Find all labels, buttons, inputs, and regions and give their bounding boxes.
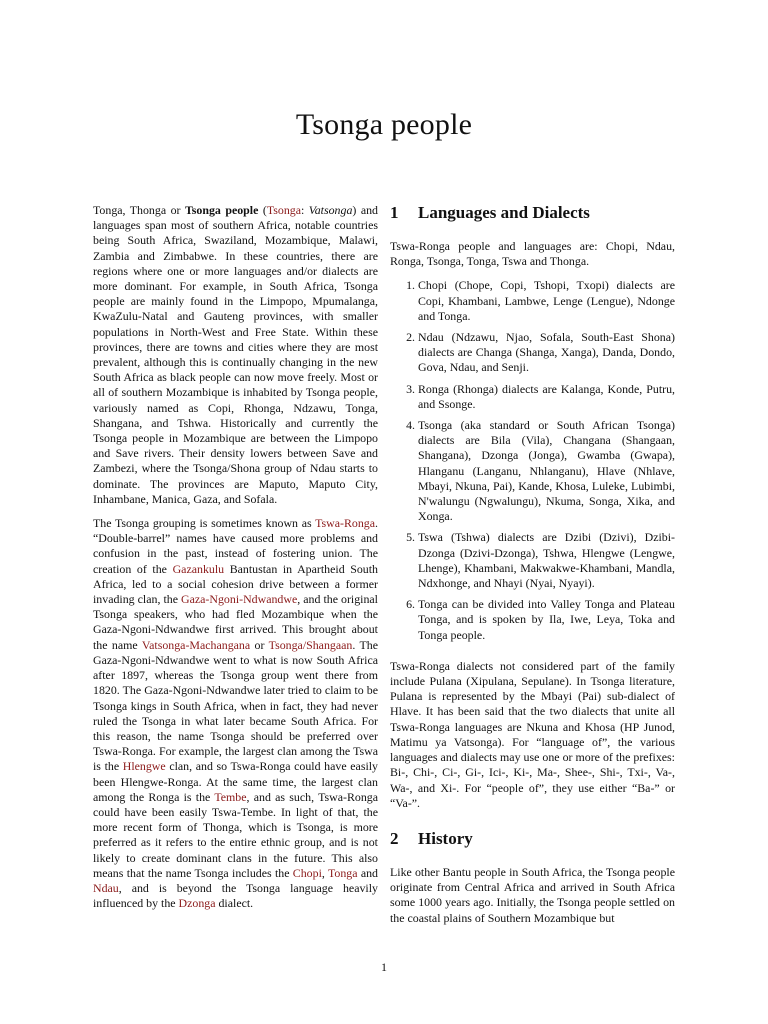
link-tonga[interactable]: Tonga: [327, 865, 358, 880]
text: , and as such, Tswa-Ronga could have been easily Tswa-Tembe. In light of that, the more recent form of Thonga, which is Tsonga, is more preferred as it refers to the entire ethnic group, and is not likely to create dominant clans in the future. This also means that the name Tsonga includes the: [93, 789, 378, 880]
intro-paragraph: [93, 203, 378, 507]
list-item: 5. Tswa (Tshwa) dialects are Dzibi (Dzivi), Dzibi-Dzonga (Dzivi-Dzonga), Tshwa, Hlengwe (Lengwe, Lhenge), Khambani, Makwakwe-Khambani, Mandla, Ndxhonge, and Nhayi (Nyai, Nyayi).: [418, 530, 675, 591]
text: . The Gaza-Ngoni-Ndwandwe went to what is now South Africa after 1897, whereas the Tsonga group went there from 1820. The Gaza-Ngoni-Ndwandwe later tried to claim to be Tsonga kings in South Africa, when in fact, they had never ruled the Tsonga in what later became South Africa. For this reason, the name Tsonga should be preferred over Tswa-Ronga. For example, the largest clan among the Tswa is the: [93, 637, 378, 774]
text: , and is beyond the Tsonga language heavily influenced by the: [93, 880, 378, 911]
history-paragraph: Like other Bantu people in South Africa, the Tsonga people originate from Central Africa and arrived in South Africa some 1000 years ago. Initially, the Tsonga people settled on the coastal plains of Southern Mozambique but: [390, 864, 675, 925]
link-dzonga[interactable]: Dzonga: [178, 896, 216, 911]
link-chopi[interactable]: Chopi: [292, 865, 322, 880]
languages-intro: Tswa-Ronga people and languages are: Chopi, Ndau, Ronga, Tsonga, Tonga, Tswa and Thonga.: [390, 239, 675, 269]
link-ndau[interactable]: Ndau: [93, 880, 119, 895]
page-title: Tsonga people: [295, 108, 473, 141]
text: and: [357, 865, 378, 880]
list-item: 6. Tonga can be divided into Valley Tonga and Plateau Tonga, and is spoken by Ila, Iwe, Leya, Toka and Tonga people.: [418, 597, 675, 643]
right-column: [390, 203, 675, 935]
list-item: 1. Chopi (Chope, Copi, Tshopi, Txopi) dialects are Copi, Khambani, Lambwe, Lenge (Lengue), Ndonge and Tonga.: [418, 278, 675, 324]
text: Bantustan in Apartheid South Africa, led to a social cohesion drive between a former invading clan, the: [93, 561, 379, 607]
link-tswa-ronga[interactable]: Tswa-Ronga: [315, 516, 376, 531]
link-hlengwe[interactable]: Hlengwe: [122, 759, 166, 774]
section-heading-languages: [390, 203, 675, 223]
link-vatsonga-machangana[interactable]: Vatsonga-Machangana: [141, 637, 251, 652]
section-number: 1: [390, 203, 399, 222]
list-item: 2. Ndau (Ndzawu, Njao, Sofala, South-East Shona) dialects are Changa (Shanga, Xanga), Danda, Dondo, Gova, Ndau, and Senji.: [418, 330, 675, 376]
list-item: 3. Ronga (Rhonga) dialects are Kalanga, Konde, Putru, and Ssonge.: [418, 382, 675, 412]
page-number: 1: [381, 960, 387, 974]
text: , and the original Tsonga speakers, who had fled Mozambique when the Gaza-Ngoni-Ndwandwe first arrived. This brought about the name: [93, 592, 378, 652]
link-gazankulu[interactable]: Gazankulu: [172, 561, 225, 576]
text: or: [250, 637, 269, 652]
section-title: History: [418, 828, 473, 848]
text: and languages span most of southern Africa, notable countries being South Africa, Swaziland, Mozambique, Malawi, Zambia and Zimbabwe. In these countries, there are regions where one or more languages and/or dialects are more dominant. For example, in South Africa, Tsonga people are mainly found in the Limpopo, Mpumalanga, KwaZulu-Natal and Gauteng provinces, with smaller populations in North-West and Free State. Within these provinces, there are towns and cities where they are most prevalent, although this is continually changing in the new South Africa as black people can now move freely. Most or all of southern Mozambique is inhabited by Tsonga people, variously named as Copi, Rhonga, Ndzawu, Tonga, Shangana, and Tshwa. Historically and currently the Tsonga people in Mozambique are between the Limpopo and Save rivers. Their density lowers between Save and Zambezi, where the Tsonga/Shona group of Ndau starts to dominate. The provinces are Maputo, Maputo City, Inhambane, Manica, Gaza, and Sofala.: [93, 203, 378, 506]
text: clan, and so Tswa-Ronga could have easily been Hlengwe-Ronga. At the same time, the largest clan among the Ronga is the: [93, 759, 379, 804]
list-item: 4. Tsonga (aka standard or South African Tsonga) dialects are Bila (Vila), Changana (Shangaan, Shangana), Dzonga (Jonga), Gwamba (Gwapa), Hlanganu (Langanu, Nhlanganu), Hlave (Nhlave, Mbayi, Nkuna, Pai), Kande, Khosa, Luleke, Lubimbi, N'walungu (Ngwalungu), Nkuma, Songa, Xika, and Xonga.: [418, 418, 675, 524]
text: ,: [321, 865, 328, 880]
dialects-paragraph: Tswa-Ronga dialects not considered part of the family include Pulana (Xipulana, Sepulane). In Tsonga literature, Pulana is represented by the Mbayi (Pai) sub-dialect of Hlave. It has been said that the two dialects that unite all Tswa-Ronga languages are Nkuna and Khosa (HP Junod, Matimu ya Vatsonga). For “language of”, the various languages and dialects may use one or more of the prefixes: Bi-, Chi-, Ci-, Gi-, Ici-, Ki-, Ma-, Shee-, Shi-, Txi-, Va-, Wa-, and Xi-. For “people of”, they use either “Ba-” or “Va-”.: [390, 658, 675, 810]
italic-term: Vatsonga: [308, 203, 353, 217]
text: :: [301, 203, 309, 217]
text: Tonga, Thonga or: [93, 203, 185, 217]
section-title: Languages and Dialects: [418, 203, 590, 222]
section-number: 2: [390, 828, 399, 848]
text: (: [258, 203, 267, 217]
text: . “Double-barrel” names have caused more problems and confusion in the past, instead of fostering union. The creation of the: [93, 516, 378, 576]
text: ): [352, 203, 357, 217]
left-column: [93, 203, 378, 920]
bold-term: Tsonga people: [184, 203, 259, 217]
section-heading-history: [390, 829, 675, 849]
link-tsonga-shangaan[interactable]: Tsonga/Shangaan: [268, 637, 353, 652]
dialect-list: [390, 278, 675, 642]
link-tsonga[interactable]: Tsonga: [266, 203, 301, 217]
text: dialect.: [215, 896, 254, 911]
link-gaza-ngoni-ndwandwe[interactable]: Gaza-Ngoni-Ndwandwe: [181, 592, 298, 607]
text: The Tsonga grouping is sometimes known as: [93, 516, 316, 531]
link-tembe[interactable]: Tembe: [214, 789, 247, 804]
naming-paragraph: [93, 516, 378, 911]
